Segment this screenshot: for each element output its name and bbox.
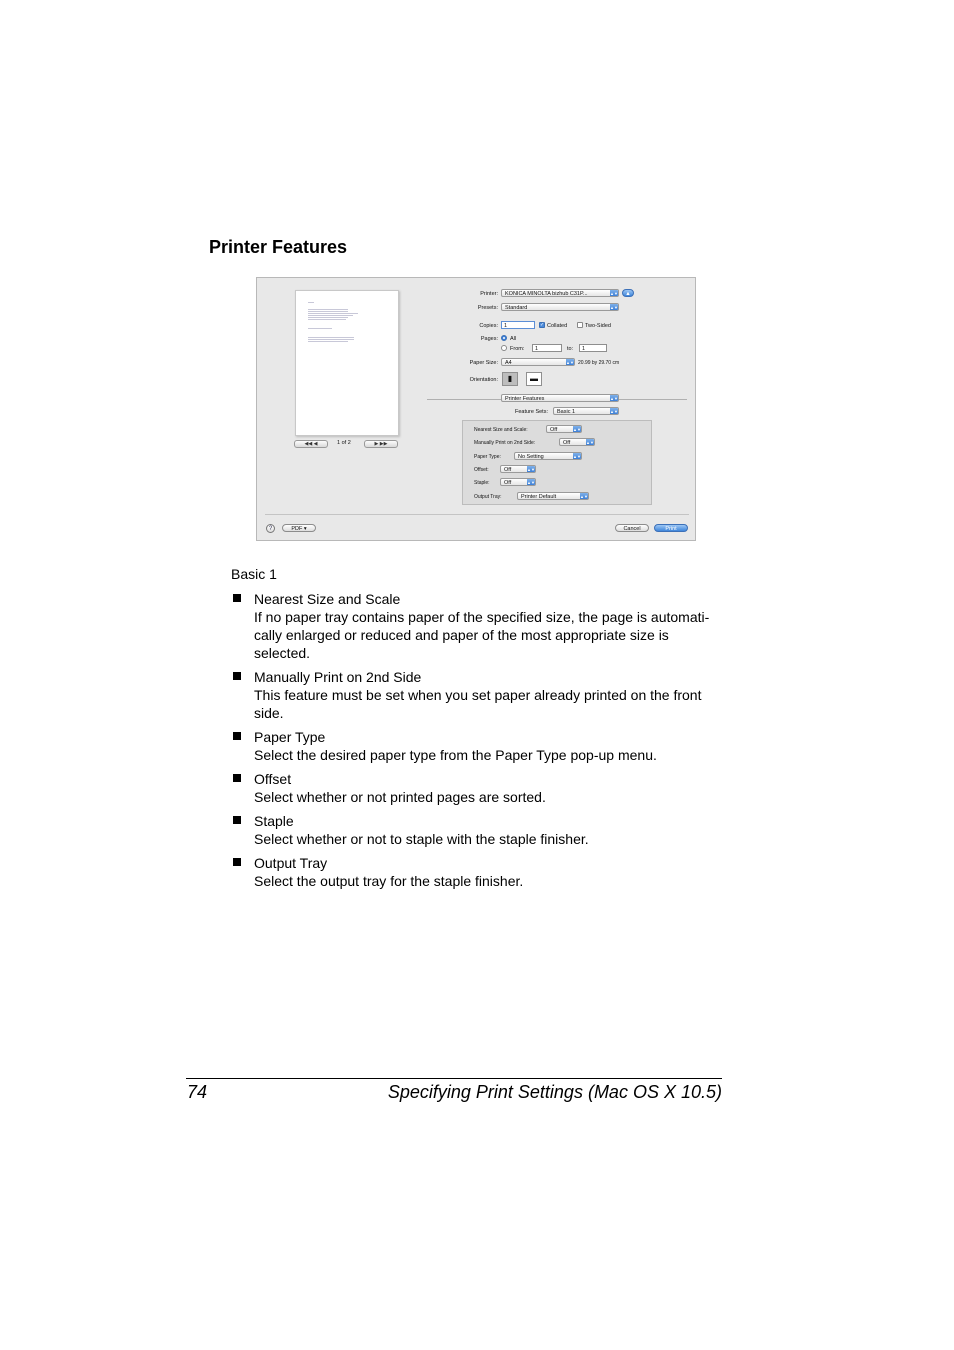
collated-checkbox[interactable]: ✓: [540, 322, 545, 328]
popup-arrow-icon: ▲▼: [580, 494, 588, 499]
feature-label: Offset:: [474, 467, 489, 473]
paper-type-popup[interactable]: No Setting ▲▼: [514, 452, 582, 460]
list-item: [232, 770, 732, 806]
preview-next-last-button[interactable]: ▶ ▶▶: [364, 440, 398, 448]
pages-label: Pages:: [480, 336, 498, 342]
two-sided-label: Two-Sided: [585, 323, 611, 329]
presets-label: Presets:: [477, 305, 498, 311]
feature-label: Paper Type:: [474, 454, 501, 460]
item-description: This feature must be set when you set paper already printed on the front side.: [254, 687, 702, 721]
item-description: Select the output tray for the staple finisher.: [254, 873, 524, 889]
pages-from-radio[interactable]: [501, 345, 507, 351]
item-description: Select whether or not printed pages are sorted.: [254, 789, 546, 805]
popup-arrow-icon: ▲▼: [566, 360, 574, 365]
paper-size-label: Paper Size:: [469, 360, 498, 366]
manual-duplex-popup[interactable]: Off ▲▼: [559, 438, 595, 446]
popup-arrow-icon: ▲▼: [586, 440, 594, 445]
feature-label: Nearest Size and Scale:: [474, 427, 528, 433]
feature-sets-popup[interactable]: Basic 1 ▲▼: [553, 407, 619, 415]
print-preview-page: [295, 290, 399, 436]
offset-popup[interactable]: Off ▲▼: [500, 465, 536, 473]
copies-field[interactable]: 1: [501, 321, 535, 329]
bullet-square-icon: [233, 732, 241, 740]
copies-label: Copies:: [479, 323, 498, 329]
popup-arrow-icon: ▲▼: [610, 409, 618, 414]
popup-arrow-icon: ▲▼: [573, 454, 581, 459]
popup-arrow-icon: ▲▼: [610, 396, 618, 401]
output-tray-popup[interactable]: Printer Default ▲▼: [517, 492, 589, 500]
preview-first-prev-button[interactable]: ◀◀ ◀: [294, 440, 328, 448]
page-number: 74: [187, 1082, 208, 1102]
two-sided-checkbox[interactable]: [577, 322, 583, 328]
popup-arrow-icon: ▲▼: [573, 427, 581, 432]
footer-title: Specifying Print Settings (Mac OS X 10.5): [387, 1082, 722, 1102]
nearest-size-popup[interactable]: Off ▲▼: [546, 425, 582, 433]
item-title: Output Tray: [254, 855, 328, 871]
portrait-icon: ▮: [507, 374, 513, 383]
bullet-square-icon: [233, 672, 241, 680]
bullet-square-icon: [233, 774, 241, 782]
paper-size-dims: 20.99 by 29.70 cm: [578, 360, 620, 366]
item-description: If no paper tray contains paper of the specified size, the page is automati-cally enlarged or reduced and paper of the most appropriate size is selected.: [254, 609, 710, 661]
item-description: Select whether or not to staple with the staple finisher.: [254, 831, 589, 847]
item-title: Manually Print on 2nd Side: [254, 669, 422, 685]
list-item: [232, 590, 732, 662]
bullet-square-icon: [233, 858, 241, 866]
pages-all-radio[interactable]: [501, 335, 507, 341]
presets-popup[interactable]: Standard ▲▼: [501, 303, 619, 311]
feature-label: Output Tray:: [474, 494, 502, 500]
landscape-icon: ▬: [530, 374, 538, 383]
feature-sets-label: Feature Sets:: [514, 409, 548, 415]
list-item: [232, 812, 732, 848]
portrait-orientation-button[interactable]: [502, 372, 518, 386]
pages-to-label: to:: [567, 346, 574, 352]
preview-page-indicator: 1 of 2: [337, 440, 351, 446]
pages-all-label: All: [510, 336, 517, 342]
section-title: Printer Features: [209, 237, 348, 257]
item-title: Nearest Size and Scale: [254, 591, 401, 607]
print-button[interactable]: Print: [654, 524, 688, 532]
bullet-square-icon: [233, 816, 241, 824]
feature-label: Manually Print on 2nd Side:: [474, 440, 536, 446]
pages-from-field[interactable]: 1: [532, 344, 562, 352]
popup-arrow-icon: ▲▼: [527, 467, 535, 472]
popup-arrow-icon: ▲▼: [527, 480, 535, 485]
caption: Basic 1: [231, 566, 277, 582]
item-title: Offset: [254, 771, 292, 787]
list-item: [232, 854, 732, 890]
printer-disclosure-button[interactable]: ▲: [622, 289, 634, 297]
panel-popup[interactable]: Printer Features ▲▼: [501, 394, 619, 402]
paper-size-popup[interactable]: A4 ▲▼: [501, 358, 575, 366]
help-button[interactable]: ?: [266, 524, 275, 533]
list-item: [232, 668, 732, 722]
list-item: [232, 728, 732, 764]
popup-arrow-icon: ▲▼: [610, 291, 618, 296]
bullet-square-icon: [233, 594, 241, 602]
orientation-label: Orientation:: [469, 377, 498, 383]
pages-to-field[interactable]: 1: [579, 344, 607, 352]
collated-label: Collated: [547, 323, 568, 329]
printer-label: Printer:: [480, 291, 498, 297]
pages-from-label: From:: [510, 346, 525, 352]
landscape-orientation-button[interactable]: [526, 372, 542, 386]
item-description: Select the desired paper type from the Paper Type pop-up menu.: [254, 747, 657, 763]
feature-description-list: [232, 590, 732, 896]
popup-arrow-icon: ▲▼: [610, 305, 618, 310]
pdf-button[interactable]: PDF ▾: [282, 524, 316, 532]
printer-popup[interactable]: KONICA MINOLTA bizhub C31P... ▲▼: [501, 289, 619, 297]
staple-popup[interactable]: Off ▲▼: [500, 478, 536, 486]
cancel-button[interactable]: Cancel: [615, 524, 649, 532]
features-group-box: [462, 420, 652, 505]
print-dialog-screenshot: [256, 277, 696, 541]
footer-rule: [186, 1078, 722, 1079]
feature-label: Staple:: [474, 480, 490, 486]
item-title: Staple: [254, 813, 294, 829]
item-title: Paper Type: [254, 729, 326, 745]
